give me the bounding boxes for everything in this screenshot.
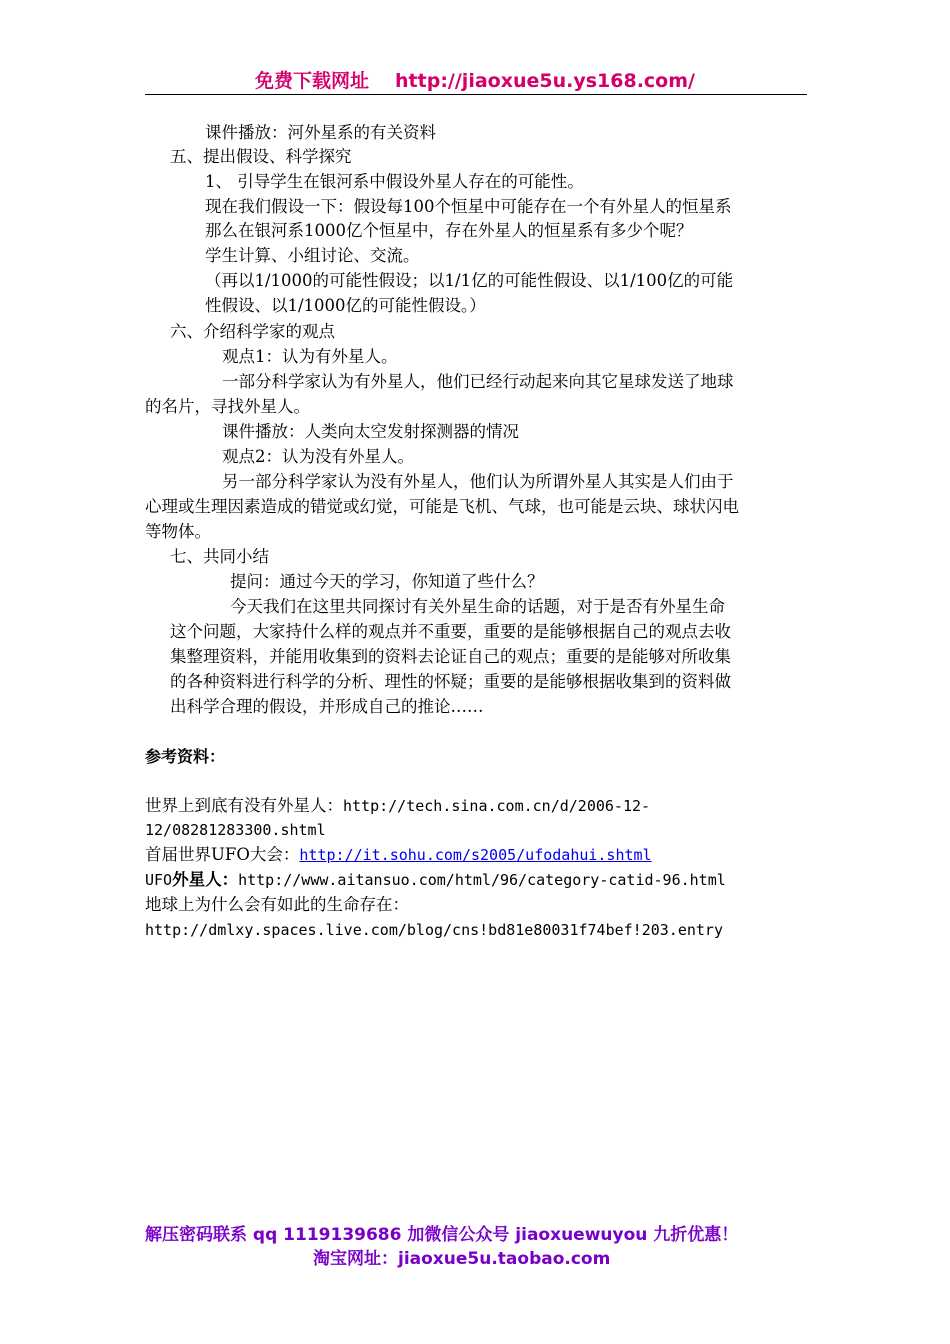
text-line: 课件播放：河外星系的有关资料 bbox=[205, 123, 436, 142]
text-line: 提问：通过今天的学习，你知道了些什么？ bbox=[230, 572, 544, 591]
text-line: 这个问题，大家持什么样的观点并不重要，重要的是能够根据自己的观点去收 bbox=[170, 622, 731, 641]
text-line: 心理或生理因素造成的错觉或幻觉，可能是飞机、气球，也可能是云块、球状闪电 bbox=[145, 497, 739, 516]
footer-line: 解压密码联系 qq 1119139686 加微信公众号 jiaoxuewuyou 九折优惠！ bbox=[145, 1225, 739, 1245]
text-line: 今天我们在这里共同探讨有关外星生命的话题，对于是否有外星生命 bbox=[230, 597, 725, 616]
text-line: 出科学合理的假设，并形成自己的推论…… bbox=[170, 697, 484, 716]
footer-line: 淘宝网址：jiaoxue5u.taobao.com bbox=[313, 1249, 611, 1269]
text-line: 学生计算、小组讨论、交流。 bbox=[205, 246, 420, 265]
reference-item bbox=[145, 868, 726, 892]
reference-url: http://tech.sina.com.cn/d/2006-12- bbox=[343, 797, 651, 815]
reference-url: http://dmlxy.spaces.live.com/blog/cns!bd81e80031f74bef!203.entry bbox=[145, 921, 723, 939]
header-divider bbox=[145, 94, 807, 95]
reference-label: 世界上到底有没有外星人： bbox=[145, 796, 343, 815]
reference-item bbox=[145, 794, 650, 818]
header-url[interactable]: http://jiaoxue5u.ys168.com/ bbox=[395, 70, 695, 92]
reference-prefix: UFO bbox=[145, 871, 173, 889]
reference-url: http://www.aitansuo.com/html/96/category-catid-96.html bbox=[238, 871, 726, 889]
text-line: 课件播放：人类向太空发射探测器的情况 bbox=[222, 422, 519, 441]
reference-url: 12/08281283300.shtml bbox=[145, 821, 326, 839]
text-line: 集整理资料，并能用收集到的资料去论证自己的观点；重要的是能够对所收集 bbox=[170, 647, 731, 666]
reference-item bbox=[145, 843, 652, 867]
text-line: 的名片，寻找外星人。 bbox=[145, 397, 310, 416]
text-line: 的各种资料进行科学的分析、理性的怀疑；重要的是能够根据收集到的资料做 bbox=[170, 672, 731, 691]
reference-label: 外星人： bbox=[172, 870, 239, 889]
reference-label: 地球上为什么会有如此的生命存在： bbox=[145, 895, 409, 914]
text-line: 另一部分科学家认为没有外星人，他们认为所谓外星人其实是人们由于 bbox=[222, 472, 734, 491]
text-line: 观点2：认为没有外星人。 bbox=[222, 447, 414, 466]
text-line: 1、 引导学生在银河系中假设外星人存在的可能性。 bbox=[205, 172, 584, 191]
section-heading: 六、介绍科学家的观点 bbox=[170, 322, 335, 341]
references-heading: 参考资料： bbox=[145, 747, 226, 766]
reference-label: 首届世界UFO大会： bbox=[145, 845, 300, 864]
reference-link[interactable]: http://it.sohu.com/s2005/ufodahui.shtml bbox=[299, 846, 652, 864]
header-label: 免费下载网址 bbox=[255, 70, 370, 92]
section-heading: 七、共同小结 bbox=[170, 547, 269, 566]
text-line: 等物体。 bbox=[145, 522, 211, 541]
text-line: 观点1：认为有外星人。 bbox=[222, 347, 398, 366]
header bbox=[0, 66, 950, 93]
text-line: 那么在银河系1000亿个恒星中，存在外星人的恒星系有多少个呢？ bbox=[205, 221, 693, 240]
text-line: （再以1/1000的可能性假设；以1/1亿的可能性假设、以1/100亿的可能 bbox=[205, 271, 734, 290]
section-heading: 五、提出假设、科学探究 bbox=[170, 147, 352, 166]
text-line: 现在我们假设一下：假设每100个恒星中可能存在一个有外星人的恒星系 bbox=[205, 197, 732, 216]
text-line: 性假设、以1/1000亿的可能性假设。） bbox=[205, 296, 486, 315]
text-line: 一部分科学家认为有外星人，他们已经行动起来向其它星球发送了地球 bbox=[222, 372, 734, 391]
